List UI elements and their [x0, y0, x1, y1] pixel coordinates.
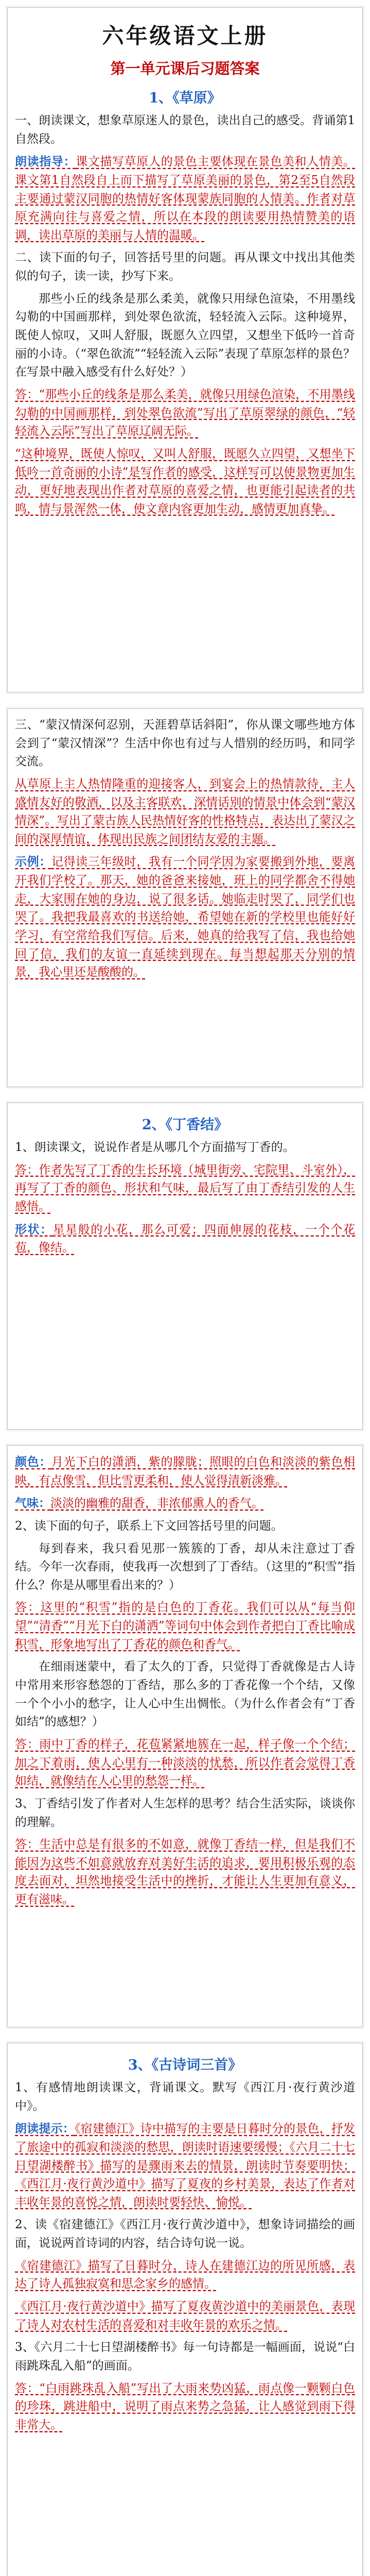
lesson-1-answer-3b: [15, 853, 355, 981]
lesson-1-answer-1: [15, 152, 355, 245]
label-reading-tip: 朗读提示：: [15, 2122, 75, 2136]
lesson-1-question-2: 二、读下面的句子，回答括号里的问题。再从课文中找出其他类似的句子，读一读，抄写下来。: [15, 251, 355, 283]
lesson-2-color-text: 月光下白的潇洒，紫的朦胧；照眼的白色和淡淡的紫色相映，有点像雪，但比雪更柔和，使人觉得清新淡雅。: [15, 1455, 356, 1487]
lesson-2-shape-text: 星星般的小花，那么可爱；四面伸展的花枝，一个个花苞，像结。: [15, 1223, 356, 1255]
lesson-3-question-3: 3、《六月二十七日望湖楼醉书》每一句诗都是一幅画面，说说“白雨跳珠乱入船”的画面。: [15, 2341, 355, 2372]
lesson-1-answer-1-text: 课文描写草原人的景色主要体现在景色美和人情美。课文第1自然段自上而下描写了草原美丽的景色，第2至5自然段主要通过蒙汉同胞的热情好客体现蒙族同胞的人情美。作者对草原充满向往与喜爱之情，所以在本段的朗读要用热情赞美的语调，读出草原的美丽与人情的温暖。: [15, 155, 356, 242]
card-lesson-1-q3: [7, 708, 363, 1087]
lesson-1-answer-3b-text: 记得读三年级时，我有一个同学因为家要搬到外地，要离开我们学校了。那天，她的爸爸来接她，班上的同学都舍不得她走，大家围在她的身边，说了很多话。她临走时哭了，同学们也哭了。我把我最喜欢的书送给她，希望她在新的学校里也能好好学习，有空常给我们写信。后来，她真的给我写了信，我也给她回了信，我们的友谊一直延续到现在。每当想起那天分别的情景，我心里还是酸酸的。: [15, 855, 356, 979]
lesson-2-color: [15, 1453, 355, 1490]
lesson-2-answer-2: 答：这里的“积雪”指的是白色的丁香花。我们可以从“每当仰望”“清香”“月光下白的潇洒”等词句中体会到作者把白丁香比喻成积雪，形象地写出了丁香花的颜色和香气。: [15, 1601, 355, 1651]
label-example: 示例：: [15, 855, 51, 869]
lesson-3-question-1: 1、有感情地朗读课文，背诵课文。默写《西江月·夜行黄沙道中》。: [15, 2081, 355, 2113]
lesson-1-answer-2a: 答：“那些小丘的线条是那么柔美，就像只用绿色渲染，不用墨线勾勒的中国画那样，到处翠色欲流”写出了草原翠绿的颜色，“轻轻流入云际”写出了草原辽阔无际。: [15, 387, 355, 438]
card-lesson-3: [7, 2043, 363, 2576]
document-subtitle: 第一单元课后习题答案: [110, 60, 260, 77]
label-shape: 形状：: [15, 1222, 53, 1236]
lesson-3-title: 3、《古诗词三首》: [128, 2057, 242, 2073]
lesson-1-passage: 那些小丘的线条是那么柔美，就像只用绿色渲染，不用墨线勾勒的中国画那样，到处翠色欲流，轻轻流入云际。这种境界，既使人惊叹，又叫人舒服，既愿久立四望，又想坐下低吟一首奇丽的小诗。（“翠色欲流”“轻轻流入云际”表现了草原怎样的景色？在写景中融入感受有什么好处？）: [15, 292, 355, 379]
lesson-3-answer-2a: 《宿建德江》描写了日暮时分，诗人在建德江边的所见所感，表达了诗人孤独寂寞和思念家乡的感情。: [15, 2259, 355, 2291]
card-lesson-1: [7, 7, 363, 692]
lesson-2-scent-text: 淡淡的幽雅的甜香，非浓郁熏人的香气。: [50, 1497, 263, 1511]
lesson-2-shape: [15, 1221, 355, 1258]
document-title: 六年级语文上册: [102, 23, 268, 48]
label-reading-guide: 朗读指导：: [15, 155, 76, 169]
lesson-3-answer-2b: 《西江月·夜行黄沙道中》描写了夏夜黄沙道中的美丽景色，表现了诗人对农村生活的喜爱和对丰收年景的欢乐之情。: [15, 2300, 355, 2332]
lesson-3-answer-3: 答：“白雨跳珠乱入船”写出了大雨来势凶猛，雨点像一颗颗白色的珍珠，跳进船中，说明了雨点来势之急猛，让人感觉到雨下得非常大。: [15, 2381, 355, 2432]
lesson-1-question-3: 三、“蒙汉情深何忍别，天涯碧草话斜阳”，你从课文哪些地方体会到了“蒙汉情深”？生活中你也有过与人惜别的经历吗，和同学交流。: [15, 718, 355, 769]
card-lesson-2-cont: [7, 1445, 363, 2027]
lesson-3-question-2: 2、读《宿建德江》《西江月·夜行黄沙道中》，想象诗词描绘的画面，说说两首诗词的内容，结合诗句说一说。: [15, 2218, 355, 2250]
label-scent: 气味：: [15, 1496, 50, 1511]
lesson-2-answer-1: 答：作者先写了丁香的生长环境（城里街旁、宅院里、斗室外），再写了丁香的颜色、形状和气味，最后写了由丁香结引发的人生感悟。: [15, 1163, 355, 1213]
lesson-2-answer-4: 答：生活中总是有很多的不如意，就像丁香结一样，但是我们不能因为这些不如意就放弃对美好生活的追求，要用积极乐观的态度去面对，坦然地接受生活中的挫折，才能让人生更加有意义，更有滋味。: [15, 1838, 355, 1907]
lesson-2-question-1: 1、朗读课文，说说作者是从哪几个方面描写丁香的。: [15, 1141, 295, 1154]
lesson-2-scent: [15, 1494, 355, 1513]
lesson-1-answer-2b: “这种境界，既使人惊叹，又叫人舒服，既愿久立四望，又想坐下低吟一首奇丽的小诗”是写作者的感受，这样写可以使景物更加生动，更好地表现出作者对草原的喜爱之情，也更能引起读者的共鸣，情与景浑然一体，使文章内容更加生动，感情更加真挚。: [15, 447, 355, 516]
lesson-3-answer-1: [15, 2120, 355, 2212]
card-lesson-2: [7, 1103, 363, 1430]
lesson-2-passage-2: 在细雨迷蒙中，看了太久的丁香，只觉得丁香就像是古人诗中常用来形容愁怨的丁香结，那么多的丁香花像一个个结，又像一个个小小的愁字，让人心中生出惆怅。（为什么作者会有“丁香如结”的感想？）: [15, 1660, 355, 1729]
label-color: 颜色：: [15, 1455, 51, 1469]
lesson-2-answer-3: 答：雨中丁香的样子，花苞紧紧地簇在一起，样子像一个个结；加之下着雨，使人心里有一种淡淡的忧愁，所以作者会觉得丁香如结，就像结在人心里的愁怨一样。: [15, 1737, 355, 1788]
lesson-1-answer-3a: 从草原上主人热情隆重的迎接客人，到宴会上的热情款待，主人盛情友好的敬酒，以及主客联欢，深情话别的情景中体会到“蒙汉情深”。写出了蒙古族人民热情好客的性格特点，表达出了蒙汉之间的深厚情谊，体现出民族之间团结友爱的主题。: [15, 777, 355, 846]
lesson-2-question-3: 3、丁香结引发了作者对人生怎样的思考？结合生活实际，谈谈你的理解。: [15, 1797, 355, 1829]
lesson-2-title: 2、《丁香结》: [142, 1117, 228, 1133]
lesson-1-question-1: 一、朗读课文，想象草原迷人的景色，读出自己的感受。背诵第1自然段。: [15, 114, 355, 146]
lesson-2-passage-1: 每到春来，我只看见那一簇簇的丁香，却从未注意过丁香结。今年一次春雨，使我再一次想到了丁香结。（这里的“积雪”指什么？你是从哪里看出来的？）: [15, 1541, 355, 1592]
lesson-1-title: 1、《草原》: [149, 90, 221, 106]
lesson-2-question-2: 2、读下面的句子，联系上下文回答括号里的问题。: [15, 1519, 283, 1533]
lesson-3-answer-1-text: 《宿建德江》诗中描写的主要是日暮时分的景色，抒发了旅途中的孤寂和淡淡的愁思，朗读时语速要缓慢；《六月二十七日望湖楼醉书》描写的是骤雨来去的情景，朗读时节奏要明快；《西江月·夜行黄沙道中》描写了夏夜的乡村美景，表达了作者对丰收年景的喜悦之情，朗读时要轻快、愉悦。: [15, 2122, 356, 2209]
